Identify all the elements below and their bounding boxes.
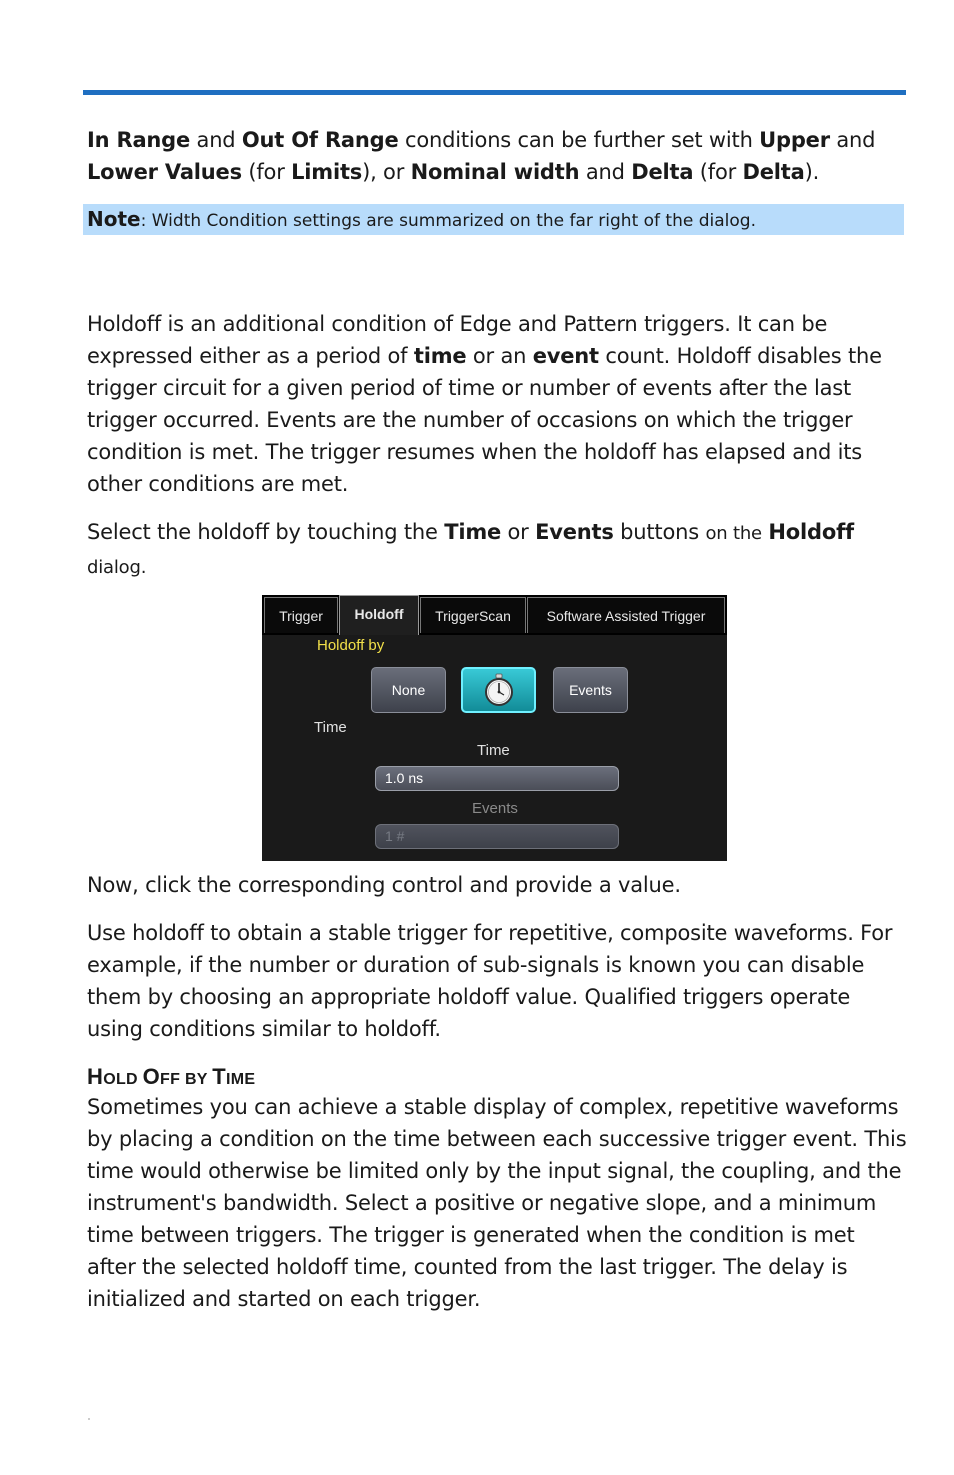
holdoff-paragraph: Holdoff is an additional condition of Edge and Pattern triggers. It can be expressed either as a period of time or an event count. Holdoff disables the trigger circuit for a given period of time or number of events after the last trigger occurred. Events are the number of occasions on which the trigger condition is met. The trigger resumes when the holdoff has elapsed and its other conditions are met. xyxy=(87,312,882,496)
use-holdoff-paragraph: Use holdoff to obtain a stable trigger for repetitive, composite waveforms. For example, if the number or duration of sub-signals is known you can disable them by choosing an appropriate holdoff value. Qualified triggers operate using conditions similar to holdoff. xyxy=(87,921,893,1041)
stopwatch-icon xyxy=(482,673,516,707)
events-field-label: Events xyxy=(472,800,518,817)
events-input[interactable]: 1 # xyxy=(375,824,619,849)
time-input[interactable]: 1.0 ns xyxy=(375,766,619,791)
hold-off-by-time-paragraph: Sometimes you can achieve a stable display of complex, repetitive waveforms by placing a condition on the time between each successive trigger event. This time would otherwise be limited only by the input signal, the coupling, and the instrument's bandwidth. Select a positive or negative slope, and a minimum time between triggers. The trigger is generated when the condition is met after the selected holdoff time, counted from the last trigger. The delay is initialized and started on each trigger. xyxy=(87,1095,907,1311)
none-button[interactable]: None xyxy=(371,667,446,713)
holdoff-mode-label: Time xyxy=(314,719,347,736)
header-rule xyxy=(83,90,906,95)
page-mark xyxy=(88,1418,90,1420)
tab-trigger[interactable]: Trigger xyxy=(264,597,338,633)
dialog-tab-bar xyxy=(262,595,727,635)
intro-paragraph: In Range and Out Of Range conditions can be further set with Upper and Lower Values (for Limits), or Nominal width and Delta (for Delta). xyxy=(87,128,876,184)
note-label: Note xyxy=(87,207,141,231)
term-in-range: In Range xyxy=(87,128,191,152)
events-button[interactable]: Events xyxy=(553,667,628,713)
section-heading-hold-off-by-time: HOLD OFF BY TIME xyxy=(87,1064,256,1089)
holdoff-by-label: Holdoff by xyxy=(317,637,385,654)
now-paragraph: Now, click the corresponding control and provide a value. xyxy=(87,873,681,897)
time-field-label: Time xyxy=(477,742,510,759)
holdoff-dialog-screenshot xyxy=(262,595,727,861)
time-button[interactable] xyxy=(461,667,536,713)
tab-triggerscan[interactable]: TriggerScan xyxy=(420,597,526,633)
tab-holdoff[interactable]: Holdoff xyxy=(339,595,419,635)
note-box xyxy=(83,204,904,235)
select-paragraph: Select the holdoff by touching the Time or Events buttons on the Holdoff dialog. xyxy=(87,520,854,578)
term-out-of-range: Out Of Range xyxy=(241,128,399,152)
note-text: : Width Condition settings are summarized on the far right of the dialog. xyxy=(140,211,756,231)
tab-software-assisted-trigger[interactable]: Software Assisted Trigger xyxy=(527,597,725,633)
